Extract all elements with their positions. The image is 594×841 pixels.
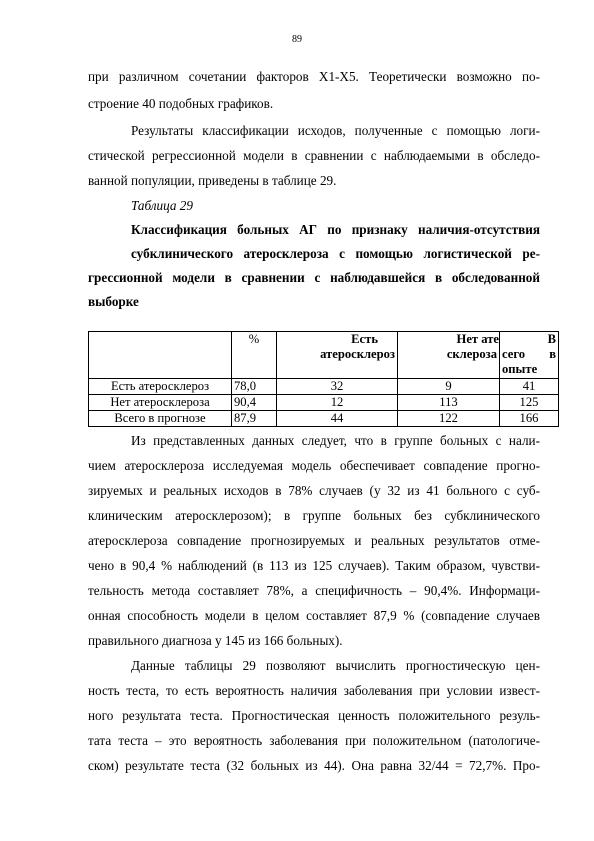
row-percent: 87,9 (232, 411, 277, 427)
row-no: 122 (398, 411, 500, 427)
paragraph-line: при различном сочетании факторов X1-X5. Теоретически возможно по- (88, 69, 540, 84)
row-total: 125 (500, 395, 559, 411)
row-label: Есть атеросклероз (89, 379, 232, 395)
header-text: атеросклероз (320, 347, 395, 361)
table-title-line: субклинического атеросклероза с помощью логистической ре- (131, 246, 540, 261)
header-text: Нет ате (456, 332, 499, 346)
row-percent: 78,0 (232, 379, 277, 395)
paragraph-line: чено в 90,4 % наблюдений (в 113 из 125 случаев). Таким образом, чувстви- (88, 558, 540, 573)
paragraph-line: тельность метода составляет 78%, а специфичность – 90,4%. Информаци- (88, 583, 540, 598)
paragraph-line: ском) результате теста (32 больных из 44). Она равна 32/44 = 72,7%. Про- (88, 758, 540, 773)
paragraph-line: чием атеросклероза исследуемая модель обеспечивает совпадение прогно- (88, 458, 540, 473)
header-text: сего (502, 347, 526, 361)
table-row (89, 379, 559, 395)
paragraph-line: атеросклероза совпадение прогнозируемых и реальных результатов отме- (88, 533, 540, 548)
table-title-line: выборке (88, 294, 139, 309)
table-row (89, 411, 559, 427)
classification-table (88, 331, 559, 427)
table-title-line: Классификация больных АГ по признаку наличия-отсутствия (131, 222, 540, 237)
paragraph-line: стической регрессионной модели в сравнении с наблюдаемыми в обследо- (88, 148, 540, 163)
paragraph-line: тата теста – это вероятность заболевания при положительном (патологиче- (88, 733, 540, 748)
header-text: в (549, 347, 556, 361)
paragraph-line: Из представленных данных следует, что в группе больных с нали- (131, 433, 540, 448)
row-yes: 44 (277, 411, 398, 427)
row-percent: 90,4 (232, 395, 277, 411)
row-yes: 12 (277, 395, 398, 411)
header-total-in-experiment (500, 332, 559, 379)
paragraph-line: строение 40 подобных графиков. (88, 96, 274, 111)
paragraph-line: ванной популяции, приведены в таблице 29. (88, 173, 337, 188)
row-label: Всего в прогнозе (89, 411, 232, 427)
paragraph-line: зируемых и реальных исходов в 78% случаев (у 32 из 41 больного с суб- (88, 483, 540, 498)
table-header-row (89, 332, 559, 379)
table-title-line: грессионной модели в сравнении с наблюдавшейся в обследованной (88, 270, 540, 285)
table-row (89, 395, 559, 411)
row-total: 41 (500, 379, 559, 395)
row-total: 166 (500, 411, 559, 427)
paragraph-line: ного результата теста. Прогностическая ценность положительного резуль- (88, 708, 540, 723)
header-has-atherosclerosis (277, 332, 398, 379)
paragraph-line: Данные таблицы 29 позволяют вычислить прогностическую цен- (131, 658, 540, 673)
row-no: 113 (398, 395, 500, 411)
table-label: Таблица 29 (131, 198, 193, 213)
paragraph-line: клиническим атеросклерозом); в группе больных без субклинического (88, 508, 540, 523)
header-text: склероза (446, 347, 497, 361)
header-text: Есть (351, 332, 378, 346)
header-percent: % (232, 332, 277, 379)
header-text: опыте (502, 362, 538, 376)
header-text-split (502, 347, 556, 362)
paragraph-line: правильного диагноза у 145 из 166 больных). (88, 633, 343, 648)
paragraph-line: Результаты классификации исходов, полученные с помощью логи- (131, 123, 540, 138)
paragraph-line: онная способность модели в целом составляет 87,9 % (совпадение случаев (88, 608, 540, 623)
row-no: 9 (398, 379, 500, 395)
paragraph-line: ность теста, то есть вероятность наличия заболевания при условии извест- (88, 683, 540, 698)
header-empty-cell (89, 332, 232, 379)
page-number: 89 (292, 34, 302, 45)
header-text: В (547, 332, 556, 346)
row-yes: 32 (277, 379, 398, 395)
row-label: Нет атеросклероза (89, 395, 232, 411)
header-no-atherosclerosis (398, 332, 500, 379)
